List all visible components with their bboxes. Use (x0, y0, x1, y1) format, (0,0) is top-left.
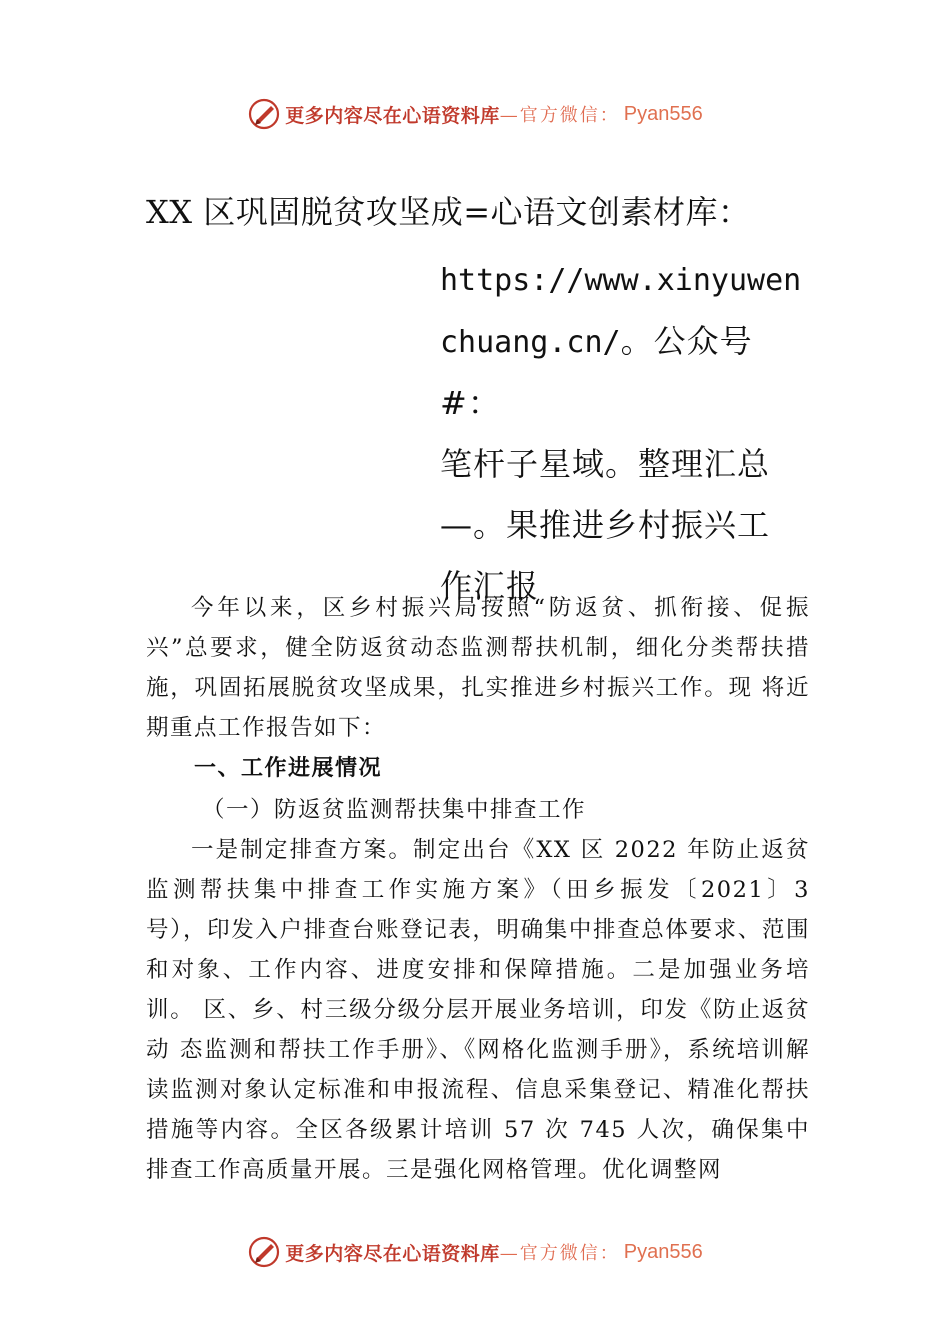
document-body (146, 588, 810, 1190)
document-title-block (440, 250, 810, 617)
title-line2 (440, 311, 810, 434)
pen-circle-logo-icon (247, 1235, 281, 1269)
subsection-heading-1: （一）防返贫监测帮扶集中排查工作 (202, 797, 587, 823)
title-url-part2: chuang.cn/ (440, 325, 621, 360)
banner-wechat-label: —官方微信： (499, 105, 620, 126)
header-watermark-banner (0, 92, 950, 136)
banner-wechat-id: Pyan556 (623, 1240, 703, 1263)
banner-text: 更多内容尽在心语资料库 (285, 104, 500, 127)
banner-wechat-id: Pyan556 (623, 102, 703, 125)
pen-circle-logo-icon (247, 97, 281, 131)
title-line3: 笔杆子星域。整理汇总 (440, 445, 771, 483)
title-line4: —。果推进乡村振兴工 (440, 506, 771, 544)
footer-watermark-banner (0, 1230, 950, 1274)
body-paragraph-1: 一是制定排查方案。制定出台《XX 区 2022 年防止返贫监测帮扶集中排查工作实施方案》（田乡振发〔2021〕3 号），印发入户排查台账登记表，明确集中排查总体要求、范围和对象、工作内容、进度安排和保障措施。二是加强业务培训。 区、乡、村三级分级分层开展业务培训，印发《防止返贫动 态监测和帮扶工作手册》、《网格化监测手册》，系统培训解读监测对象认定标准和申报流程、信息采集登记、精准化帮扶措施等内容。全区各级累计培训 57 次 745 人次，确保集中排查工作高质量开展。三是强化网格管理。优化调整网 (146, 837, 810, 1183)
banner-wechat-label: —官方微信： (499, 1243, 620, 1264)
title-line5: 作汇报 (440, 567, 540, 605)
document-title-line1: XX 区巩固脱贫攻坚成=心语文创素材库： (146, 193, 751, 231)
title-url-part1: https://www.xinyuwen (440, 263, 802, 298)
intro-paragraph: 今年以来，区乡村振兴局按照“防返贫、抓衔接、促振兴”总要求，健全防返贫动态监测帮扶机制，细化分类帮扶措施，巩固拓展脱贫攻坚成果，扎实推进乡村振兴工作。现 将近期重点工作报告如下： (146, 595, 810, 741)
title-line2-rest: 。公众号#： (440, 322, 753, 422)
section-heading-1: 一、工作进展情况 (194, 756, 383, 781)
banner-text: 更多内容尽在心语资料库 (285, 1242, 500, 1265)
